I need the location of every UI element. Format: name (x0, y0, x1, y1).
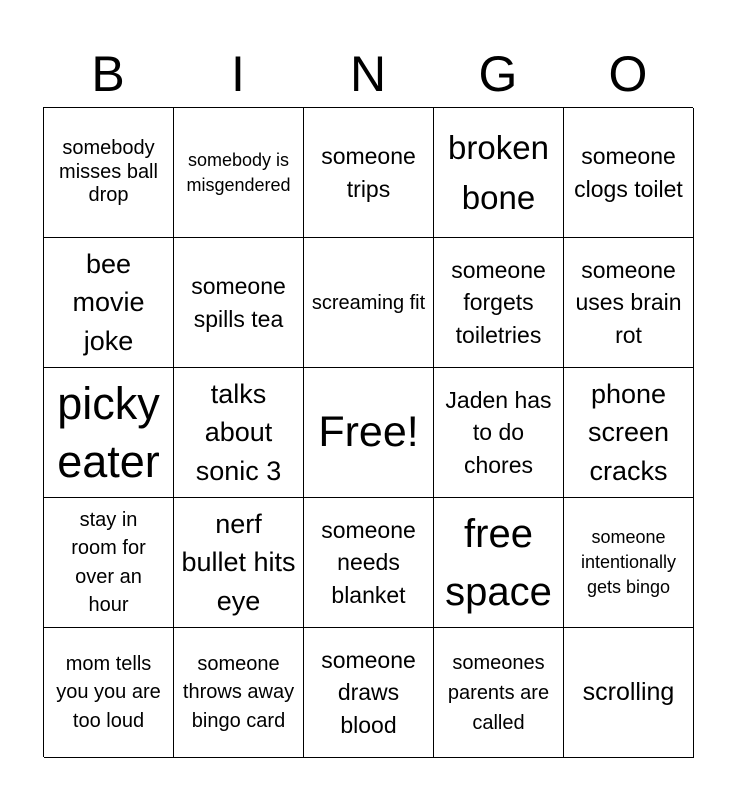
bingo-cell[interactable]: someones parents are called (434, 628, 564, 758)
bingo-cell[interactable]: someone uses brain rot (564, 238, 694, 368)
bingo-cell[interactable]: stay in room for over an hour (44, 498, 174, 628)
bingo-cell[interactable]: free space (434, 498, 564, 628)
bingo-cell[interactable]: somebody misses ball drop (44, 108, 174, 238)
header-letter-o: O (608, 46, 648, 102)
bingo-cell[interactable]: broken bone (434, 108, 564, 238)
header-letter-g: G (478, 46, 518, 102)
bingo-cell[interactable]: picky eater (44, 368, 174, 498)
bingo-cell[interactable]: bee movie joke (44, 238, 174, 368)
bingo-cell[interactable]: someone trips (304, 108, 434, 238)
bingo-board (43, 107, 693, 757)
bingo-cell[interactable]: Jaden has to do chores (434, 368, 564, 498)
header-letter-i: I (231, 46, 245, 102)
bingo-cell[interactable]: screaming fit (304, 238, 434, 368)
bingo-cell[interactable]: someone needs blanket (304, 498, 434, 628)
header-letter-b: B (91, 46, 125, 102)
header-letter-n: N (349, 46, 387, 102)
bingo-cell[interactable]: mom tells you you are too loud (44, 628, 174, 758)
free-cell[interactable]: Free! (304, 368, 434, 498)
bingo-cell[interactable]: someone forgets toiletries (434, 238, 564, 368)
bingo-cell[interactable]: nerf bullet hits eye (174, 498, 304, 628)
bingo-cell[interactable]: someone spills tea (174, 238, 304, 368)
bingo-cell[interactable]: someone draws blood (304, 628, 434, 758)
bingo-cell[interactable]: scrolling (564, 628, 694, 758)
bingo-header (43, 40, 693, 108)
bingo-cell[interactable]: someone intentionally gets bingo (564, 498, 694, 628)
bingo-cell[interactable]: phone screen cracks (564, 368, 694, 498)
bingo-cell[interactable]: someone clogs toilet (564, 108, 694, 238)
bingo-cell[interactable]: someone throws away bingo card (174, 628, 304, 758)
bingo-cell[interactable]: somebody is misgendered (174, 108, 304, 238)
bingo-cell[interactable]: talks about sonic 3 (174, 368, 304, 498)
